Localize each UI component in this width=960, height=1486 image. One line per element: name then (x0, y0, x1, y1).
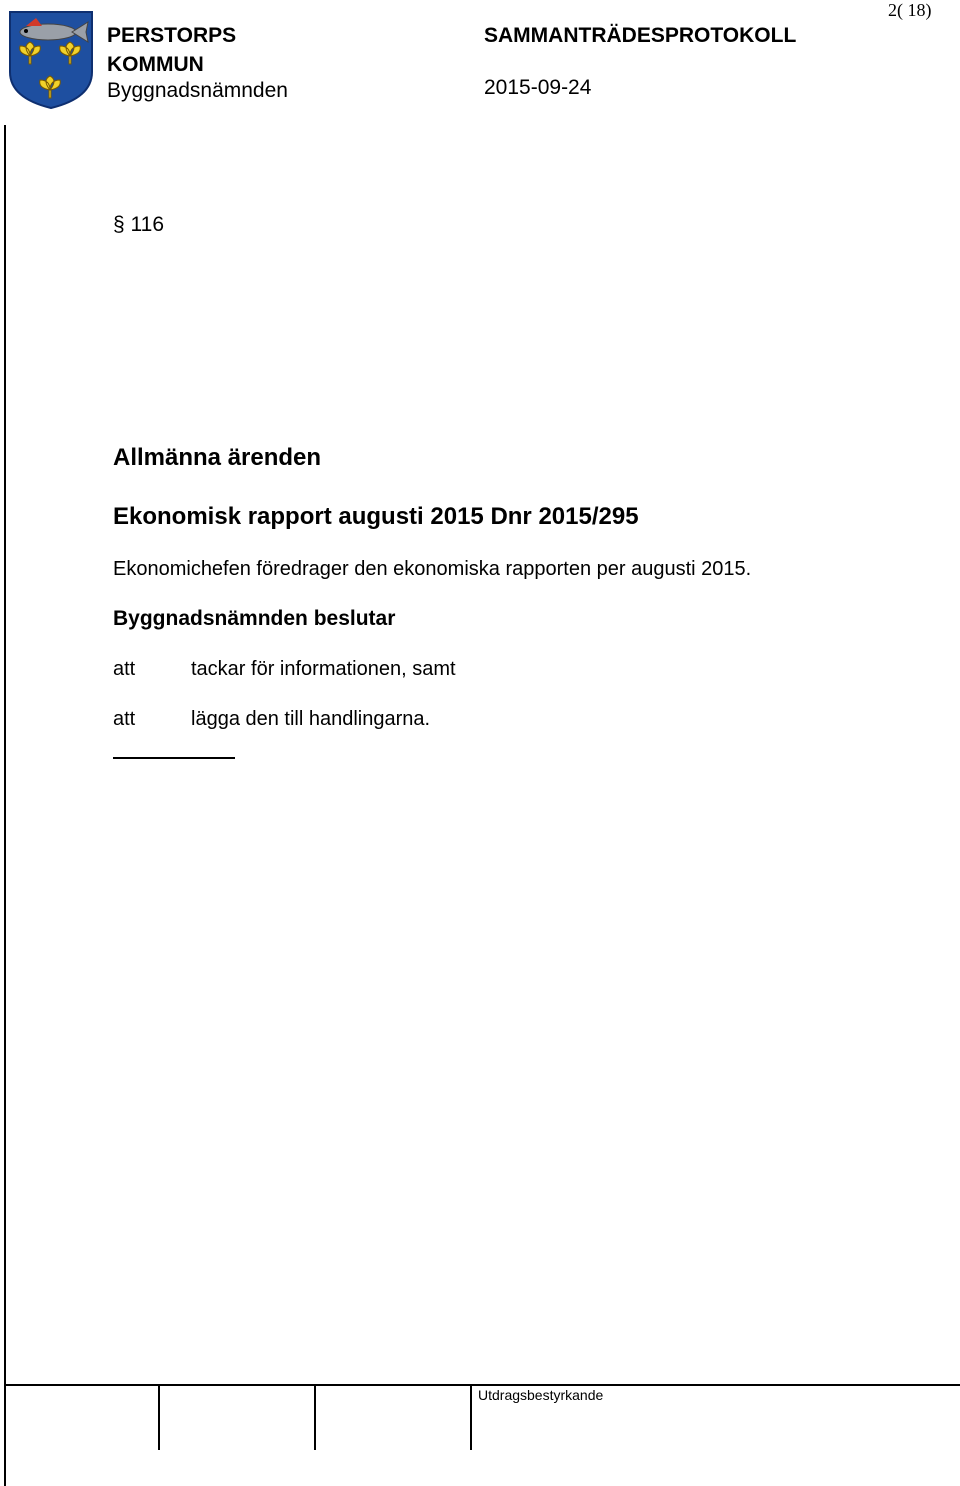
section-number: § 116 (113, 213, 164, 236)
signature-box-divider (314, 1384, 316, 1450)
item-heading: Ekonomisk rapport augusti 2015 Dnr 2015/295 (113, 503, 639, 530)
decision-text: lägga den till handlingarna. (191, 708, 431, 730)
document-date: 2015-09-24 (484, 76, 592, 99)
decision-text: tackar för informationen, samt (191, 658, 456, 680)
decision-prefix: att (113, 658, 136, 680)
verification-label: Utdragsbestyrkande (478, 1387, 604, 1403)
left-margin-line (4, 125, 6, 1486)
category-heading: Allmänna ärenden (113, 444, 322, 471)
end-of-item-rule (113, 757, 235, 759)
body-paragraph: Ekonomichefen föredrager den ekonomiska rapporten per augusti 2015. (113, 558, 752, 580)
signature-box-divider (158, 1384, 160, 1450)
decision-prefix: att (113, 708, 136, 730)
organization-name-line1: PERSTORPS (107, 24, 237, 47)
decision-heading: Byggnadsnämnden beslutar (113, 607, 396, 630)
coat-of-arms-icon (8, 10, 94, 110)
page-number: 2( 18) (888, 0, 932, 20)
document-title: SAMMANTRÄDESPROTOKOLL (484, 24, 797, 47)
department-name: Byggnadsnämnden (107, 79, 288, 102)
organization-name-line2: KOMMUN (107, 53, 204, 76)
footer-divider (4, 1384, 960, 1386)
signature-box-divider (470, 1384, 472, 1450)
